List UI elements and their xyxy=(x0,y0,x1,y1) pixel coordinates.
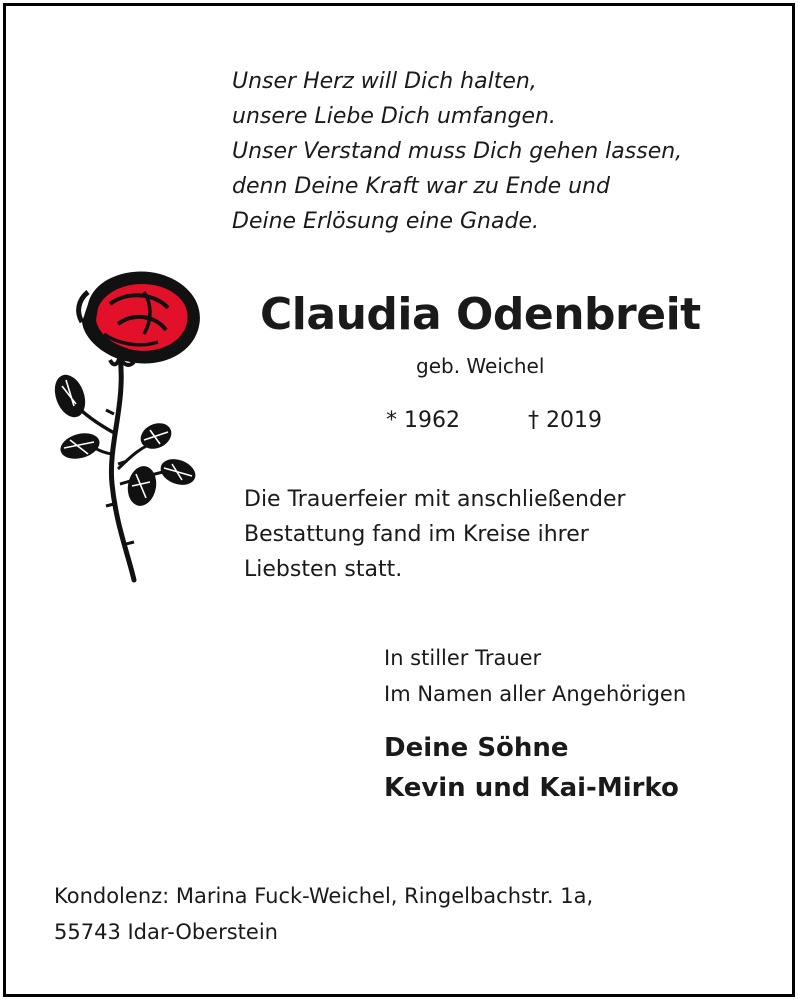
death-year: † 2019 xyxy=(528,408,602,433)
mourning-line: In stiller Trauer xyxy=(384,646,542,670)
ceremony-line: Liebsten statt. xyxy=(244,557,403,582)
birth-name: geb. Weichel xyxy=(416,354,545,378)
deceased-name: Claudia Odenbreit xyxy=(260,289,701,340)
poem-line: Unser Verstand muss Dich gehen lassen, xyxy=(232,139,683,164)
ceremony-line: Bestattung fand im Kreise ihrer xyxy=(244,522,589,547)
ceremony-notice xyxy=(244,482,626,587)
poem-line: Deine Erlösung eine Gnade. xyxy=(232,209,539,234)
signer-line: Deine Söhne xyxy=(384,733,569,763)
condolence-line: Kondolenz: Marina Fuck-Weichel, Ringelbachstr. 1a, xyxy=(54,884,594,908)
poem-line: unsere Liebe Dich umfangen. xyxy=(232,104,556,129)
poem-line: Unser Herz will Dich halten, xyxy=(232,69,537,94)
birth-year: * 1962 xyxy=(386,408,460,433)
obituary-frame xyxy=(3,3,795,997)
condolence-address xyxy=(54,878,593,950)
memorial-poem xyxy=(232,64,682,239)
mourning-line: Im Namen aller Angehörigen xyxy=(384,682,687,706)
mourning-note xyxy=(384,640,686,712)
condolence-line: 55743 Idar-Oberstein xyxy=(54,920,278,944)
signers xyxy=(384,728,679,808)
signer-line: Kevin und Kai-Mirko xyxy=(384,773,679,803)
ceremony-line: Die Trauerfeier mit anschließender xyxy=(244,487,626,512)
poem-line: denn Deine Kraft war zu Ende und xyxy=(232,174,610,199)
rose-icon xyxy=(48,264,208,584)
